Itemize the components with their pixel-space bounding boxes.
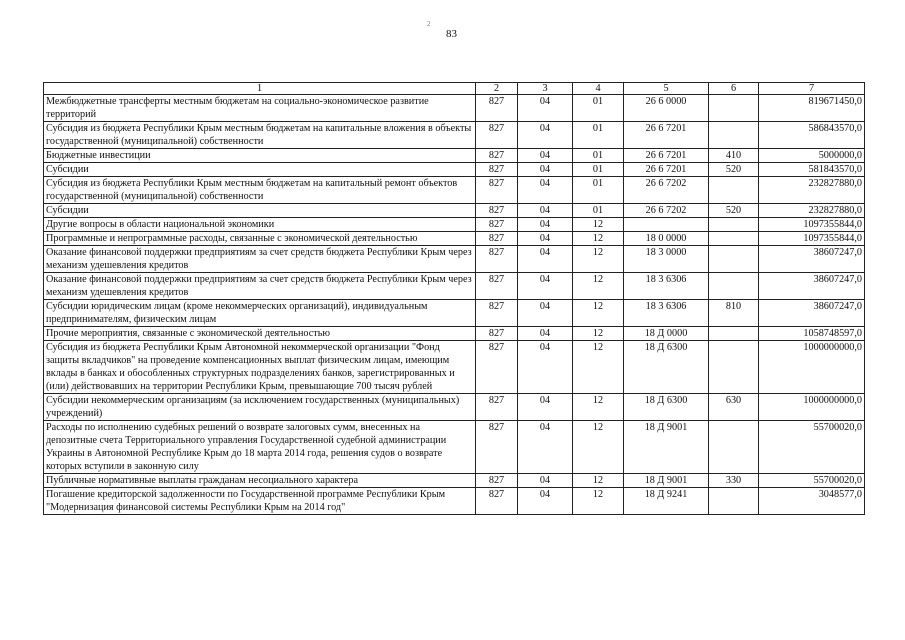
row-code-subsection: 12 xyxy=(573,246,624,273)
row-code-target: 18 3 6306 xyxy=(624,273,709,300)
row-code-subsection: 12 xyxy=(573,421,624,474)
table-row xyxy=(44,273,865,300)
row-amount: 1097355844,0 xyxy=(759,218,865,232)
table-row xyxy=(44,163,865,177)
row-code-subsection: 01 xyxy=(573,163,624,177)
row-code-subsection: 01 xyxy=(573,177,624,204)
row-code-target: 18 Д 6300 xyxy=(624,341,709,394)
row-amount: 232827880,0 xyxy=(759,204,865,218)
row-code-section: 04 xyxy=(518,300,573,327)
row-amount: 5000000,0 xyxy=(759,149,865,163)
row-code-admin: 827 xyxy=(476,95,518,122)
budget-table xyxy=(43,82,865,515)
row-amount: 819671450,0 xyxy=(759,95,865,122)
row-code-section: 04 xyxy=(518,95,573,122)
page-number: 83 xyxy=(446,28,457,40)
row-code-type xyxy=(709,341,759,394)
row-code-section: 04 xyxy=(518,488,573,515)
row-name: Субсидии юридическим лицам (кроме некоммерческих организаций), индивидуальным предпринимателям, физическим лицам xyxy=(44,300,476,327)
row-code-type xyxy=(709,95,759,122)
row-code-target xyxy=(624,218,709,232)
row-code-admin: 827 xyxy=(476,488,518,515)
table-row xyxy=(44,218,865,232)
row-code-target: 18 Д 0000 xyxy=(624,327,709,341)
row-code-target: 26 6 7202 xyxy=(624,204,709,218)
table-row xyxy=(44,488,865,515)
row-code-section: 04 xyxy=(518,394,573,421)
table-row xyxy=(44,421,865,474)
header-cell: 4 xyxy=(573,83,624,95)
header-cell: 6 xyxy=(709,83,759,95)
row-amount: 1000000000,0 xyxy=(759,394,865,421)
header-cell: 2 xyxy=(476,83,518,95)
row-code-section: 04 xyxy=(518,232,573,246)
row-name: Субсидии xyxy=(44,204,476,218)
row-code-subsection: 12 xyxy=(573,300,624,327)
row-code-target: 18 0 0000 xyxy=(624,232,709,246)
header-cell: 7 xyxy=(759,83,865,95)
row-name: Оказание финансовой поддержки предприятиям за счет средств бюджета Республики Крым через механизм удешевления кредитов xyxy=(44,246,476,273)
row-code-admin: 827 xyxy=(476,232,518,246)
row-name: Бюджетные инвестиции xyxy=(44,149,476,163)
row-amount: 38607247,0 xyxy=(759,246,865,273)
row-code-subsection: 12 xyxy=(573,218,624,232)
table-row xyxy=(44,474,865,488)
header-row xyxy=(44,83,865,95)
row-amount: 3048577,0 xyxy=(759,488,865,515)
row-code-type: 810 xyxy=(709,300,759,327)
row-code-type: 520 xyxy=(709,163,759,177)
row-code-section: 04 xyxy=(518,204,573,218)
row-name: Субсидия из бюджета Республики Крым местным бюджетам на капитальный ремонт объектов государственной (муниципальной) собственности xyxy=(44,177,476,204)
row-code-section: 04 xyxy=(518,273,573,300)
page-mark: 2 xyxy=(427,20,431,28)
row-code-admin: 827 xyxy=(476,204,518,218)
row-name: Межбюджетные трансферты местным бюджетам на социально-экономическое развитие территорий xyxy=(44,95,476,122)
row-code-subsection: 12 xyxy=(573,232,624,246)
row-code-admin: 827 xyxy=(476,163,518,177)
row-code-target: 26 6 7201 xyxy=(624,122,709,149)
row-code-section: 04 xyxy=(518,327,573,341)
row-code-admin: 827 xyxy=(476,421,518,474)
row-code-subsection: 01 xyxy=(573,149,624,163)
row-code-target: 18 3 0000 xyxy=(624,246,709,273)
row-code-section: 04 xyxy=(518,122,573,149)
row-name: Субсидия из бюджета Республики Крым Автономной некоммерческой организации "Фонд защиты вкладчиков" на проведение компенсационных выплат физическим лицам, имеющим вклады в банках и обособленных структурных подразделениях банков, зарегистрированных и (или) действовавших на территории Республики Крым, превышающие 700 тысяч рублей xyxy=(44,341,476,394)
row-code-admin: 827 xyxy=(476,177,518,204)
row-code-admin: 827 xyxy=(476,327,518,341)
row-name: Погашение кредиторской задолженности по Государственной программе Республики Крым "Модернизация финансовой системы Республики Крым на 2014 год" xyxy=(44,488,476,515)
row-name: Субсидии xyxy=(44,163,476,177)
row-code-subsection: 12 xyxy=(573,341,624,394)
row-code-type xyxy=(709,421,759,474)
table-row xyxy=(44,149,865,163)
row-code-admin: 827 xyxy=(476,341,518,394)
table-row xyxy=(44,177,865,204)
row-code-target: 26 6 7201 xyxy=(624,149,709,163)
row-code-section: 04 xyxy=(518,421,573,474)
header-cell: 3 xyxy=(518,83,573,95)
row-code-target: 18 3 6306 xyxy=(624,300,709,327)
row-name: Субсидии некоммерческим организациям (за исключением государственных (муниципальных) учреждений) xyxy=(44,394,476,421)
row-code-admin: 827 xyxy=(476,122,518,149)
row-code-subsection: 12 xyxy=(573,488,624,515)
table-row xyxy=(44,204,865,218)
row-code-target: 18 Д 9241 xyxy=(624,488,709,515)
row-name: Публичные нормативные выплаты гражданам несоциального характера xyxy=(44,474,476,488)
row-name: Программные и непрограммные расходы, связанные с экономической деятельностью xyxy=(44,232,476,246)
row-amount: 1058748597,0 xyxy=(759,327,865,341)
row-code-subsection: 12 xyxy=(573,474,624,488)
row-code-type xyxy=(709,218,759,232)
table-row xyxy=(44,95,865,122)
table-row xyxy=(44,327,865,341)
row-code-section: 04 xyxy=(518,246,573,273)
row-code-type xyxy=(709,232,759,246)
row-name: Субсидия из бюджета Республики Крым местным бюджетам на капитальные вложения в объекты государственной (муниципальной) собственности xyxy=(44,122,476,149)
row-code-target: 18 Д 9001 xyxy=(624,421,709,474)
row-code-type: 330 xyxy=(709,474,759,488)
row-code-target: 18 Д 6300 xyxy=(624,394,709,421)
row-code-admin: 827 xyxy=(476,273,518,300)
row-amount: 55700020,0 xyxy=(759,474,865,488)
row-code-type xyxy=(709,488,759,515)
row-amount: 586843570,0 xyxy=(759,122,865,149)
row-code-admin: 827 xyxy=(476,246,518,273)
row-code-admin: 827 xyxy=(476,394,518,421)
row-code-section: 04 xyxy=(518,163,573,177)
row-code-target: 26 6 0000 xyxy=(624,95,709,122)
row-code-subsection: 12 xyxy=(573,273,624,300)
row-code-type xyxy=(709,246,759,273)
table-row xyxy=(44,394,865,421)
table-row xyxy=(44,232,865,246)
row-code-admin: 827 xyxy=(476,218,518,232)
row-code-type xyxy=(709,177,759,204)
row-code-type: 520 xyxy=(709,204,759,218)
table-row xyxy=(44,122,865,149)
row-amount: 38607247,0 xyxy=(759,273,865,300)
row-amount: 581843570,0 xyxy=(759,163,865,177)
row-code-section: 04 xyxy=(518,177,573,204)
header-cell: 5 xyxy=(624,83,709,95)
row-code-target: 18 Д 9001 xyxy=(624,474,709,488)
row-code-subsection: 12 xyxy=(573,394,624,421)
row-code-section: 04 xyxy=(518,149,573,163)
row-name: Оказание финансовой поддержки предприятиям за счет средств бюджета Республики Крым через механизм удешевления кредитов xyxy=(44,273,476,300)
row-code-subsection: 01 xyxy=(573,204,624,218)
row-code-subsection: 01 xyxy=(573,95,624,122)
row-amount: 1097355844,0 xyxy=(759,232,865,246)
table-row xyxy=(44,246,865,273)
row-amount: 55700020,0 xyxy=(759,421,865,474)
row-code-type xyxy=(709,273,759,300)
header-cell: 1 xyxy=(44,83,476,95)
row-code-type xyxy=(709,327,759,341)
row-code-section: 04 xyxy=(518,341,573,394)
row-code-type: 410 xyxy=(709,149,759,163)
row-code-target: 26 6 7202 xyxy=(624,177,709,204)
row-code-admin: 827 xyxy=(476,149,518,163)
row-code-section: 04 xyxy=(518,474,573,488)
row-code-type xyxy=(709,122,759,149)
row-code-section: 04 xyxy=(518,218,573,232)
table-row xyxy=(44,341,865,394)
row-amount: 1000000000,0 xyxy=(759,341,865,394)
table-row xyxy=(44,300,865,327)
row-code-admin: 827 xyxy=(476,300,518,327)
row-code-subsection: 12 xyxy=(573,327,624,341)
row-code-admin: 827 xyxy=(476,474,518,488)
row-name: Прочие мероприятия, связанные с экономической деятельностью xyxy=(44,327,476,341)
row-code-target: 26 6 7201 xyxy=(624,163,709,177)
row-name: Другие вопросы в области национальной экономики xyxy=(44,218,476,232)
row-amount: 38607247,0 xyxy=(759,300,865,327)
row-code-type: 630 xyxy=(709,394,759,421)
row-name: Расходы по исполнению судебных решений о возврате залоговых сумм, внесенных на депозитные счета Территориального управления Государственной судебной администрации Украины в Автономной Республике Крым до 18 марта 2014 года, решения судов о возврате которых вступили в законную силу xyxy=(44,421,476,474)
row-amount: 232827880,0 xyxy=(759,177,865,204)
row-code-subsection: 01 xyxy=(573,122,624,149)
